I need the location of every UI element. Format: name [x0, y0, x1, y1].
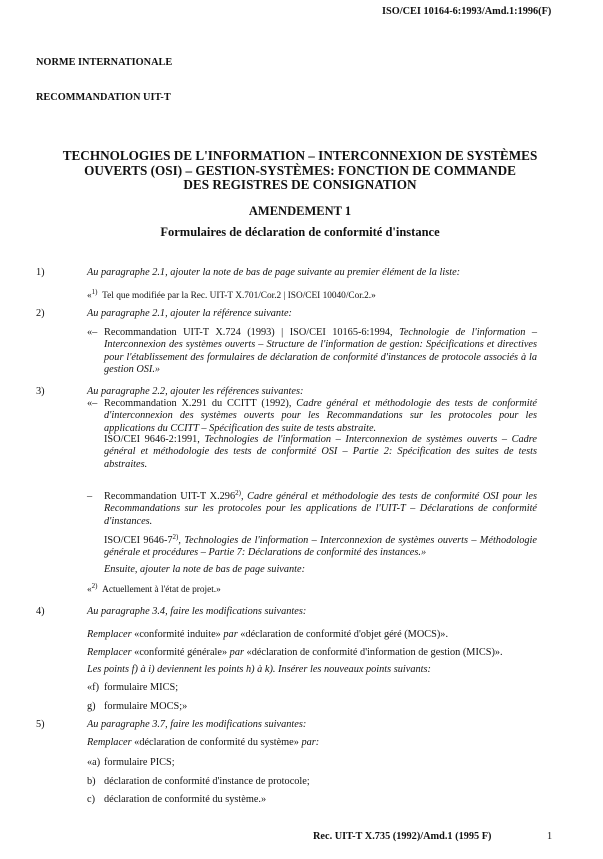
ref-title: Cadre général et méthodologie des tests de conformité d'interconnexion des systèmes ouverts pour les Recommandations sur les protocoles pour les applications du CCITT – Spécification des suite de tests abstraite. [104, 398, 537, 434]
reference [104, 327, 537, 376]
document-reference: ISO/CEI 10164-6:1993/Amd.1:1996(F) [382, 6, 552, 17]
item-number: 3) [36, 386, 45, 397]
reference [104, 434, 537, 471]
amendment-heading: AMENDEMENT 1 [248, 204, 352, 218]
footnote-mark: 2) [235, 489, 241, 497]
footnote-text: Actuellement à l'état de projet.» [102, 585, 221, 595]
footnote [87, 290, 537, 302]
instruction: Au paragraphe 2.1, ajouter la note de bas de page suivante au premier élément de la liste: [87, 267, 461, 278]
text: Remplacer [87, 737, 132, 748]
dash: «– [87, 398, 98, 409]
text: par: [301, 737, 320, 748]
recommandation-label: RECOMMANDATION UIT-T [36, 92, 171, 103]
instruction: Au paragraphe 2.2, ajouter les références suivantes: [87, 386, 304, 397]
replacement [87, 647, 537, 659]
quote-mark: « [87, 585, 92, 595]
list-item: déclaration de conformité d'instance de protocole; [104, 776, 310, 787]
item-number: 4) [36, 606, 45, 617]
subtitle: Formulaires de déclaration de conformité d'instance [160, 225, 440, 239]
instruction: Au paragraphe 2.1, ajouter la référence suivante: [87, 308, 292, 319]
reference [104, 398, 537, 435]
instruction: Au paragraphe 3.4, faire les modifications suivantes: [87, 606, 307, 617]
footnote-mark: 2) [91, 582, 98, 590]
footnote-mark: 1) [91, 288, 98, 296]
replacement [87, 737, 537, 749]
ref-id: ISO/CEI 9646-7 [104, 535, 173, 546]
ref-title: Technologies de l'information – Interconnexion de systèmes ouverts – Cadre général et méthodologie des tests de conformité OSI – Partie 2: Spécification des suites de tests abstraites. [104, 434, 537, 470]
reference [104, 535, 537, 560]
text: par [223, 629, 238, 640]
quote-mark: « [87, 291, 92, 301]
title-line: TECHNOLOGIES DE L'INFORMATION – INTERCONNEXION DE SYSTÈMES [62, 148, 538, 163]
list-label: c) [87, 794, 95, 805]
list-item: formulaire PICS; [104, 757, 175, 768]
text: «déclaration de conformité d'objet géré (MOCS)». [237, 629, 449, 640]
text: Remplacer [87, 647, 132, 658]
title-line: OUVERTS (OSI) – GESTION-SYSTÈMES: FONCTION DE COMMANDE [84, 162, 516, 178]
list-label: «a) [87, 757, 101, 768]
replacement [87, 629, 537, 641]
document-title [30, 149, 570, 193]
item-number: 2) [36, 308, 45, 319]
item-number: 5) [36, 719, 45, 730]
norme-label: NORME INTERNATIONALE [36, 57, 173, 68]
instruction: Au paragraphe 3.7, faire les modifications suivantes: [87, 719, 307, 730]
ref-id: ISO/CEI 9646-2:1991, [104, 434, 205, 445]
text: «conformité induite» [131, 629, 224, 640]
ref-title: , Technologies de l'information – Interconnexion de systèmes ouverts – Méthodologie générale et procédures – Partie 7: Déclarations de conformité des instances.» [104, 535, 537, 559]
footnote-mark: 2) [172, 533, 179, 541]
reference [104, 491, 537, 528]
list-label: «f) [87, 682, 100, 693]
ref-id: Recommandation UIT-T X.296 [104, 491, 236, 502]
page-number: 1 [547, 831, 553, 842]
text: «déclaration de conformité du système» [131, 737, 302, 748]
footer-reference: Rec. UIT-T X.735 (1992)/Amd.1 (1995 F) [313, 831, 492, 842]
dash: «– [87, 327, 98, 338]
ref-title: Technologie de l'information – Interconnexion des systèmes ouverts – Structure de l'information de gestion: Spécifications et directives pour l'établissement des formulaires de déclaration de conformité d'instances de protocole associés à la gestion OSI.» [104, 327, 537, 375]
list-label: g) [87, 701, 96, 712]
ref-id: Recommandation UIT-T X.724 (1993) | ISO/CEI 10165-6:1994, [104, 327, 400, 338]
ref-title: , Cadre général et méthodologie des tests de conformité OSI pour les Recommandations sur les protocoles pour les applications de l'UIT-T – Déclarations de conformité d'instances. [104, 491, 537, 527]
list-item: déclaration de conformité du système.» [104, 794, 267, 805]
text: «conformité générale» [131, 647, 230, 658]
item-number: 1) [36, 267, 45, 278]
list-label: b) [87, 776, 96, 787]
footnote-text: Tel que modifiée par la Rec. UIT-T X.701/Cor.2 | ISO/CEI 10040/Cor.2.» [102, 291, 376, 301]
text: Remplacer [87, 629, 132, 640]
instruction: Ensuite, ajouter la note de bas de page suivante: [104, 564, 306, 575]
instruction: Les points f) à i) deviennent les points h) à k). Insérer les nouveaux points suivants: [87, 664, 431, 675]
list-item: formulaire MOCS;» [104, 701, 188, 712]
footnote [87, 584, 537, 596]
dash: – [87, 491, 93, 502]
title-line: DES REGISTRES DE CONSIGNATION [183, 177, 417, 192]
text: «déclaration de conformité d'information de gestion (MICS)». [243, 647, 503, 658]
text: par [229, 647, 244, 658]
ref-id: Recommandation X.291 du CCITT (1992), [104, 398, 297, 409]
list-item: formulaire MICS; [104, 682, 179, 693]
